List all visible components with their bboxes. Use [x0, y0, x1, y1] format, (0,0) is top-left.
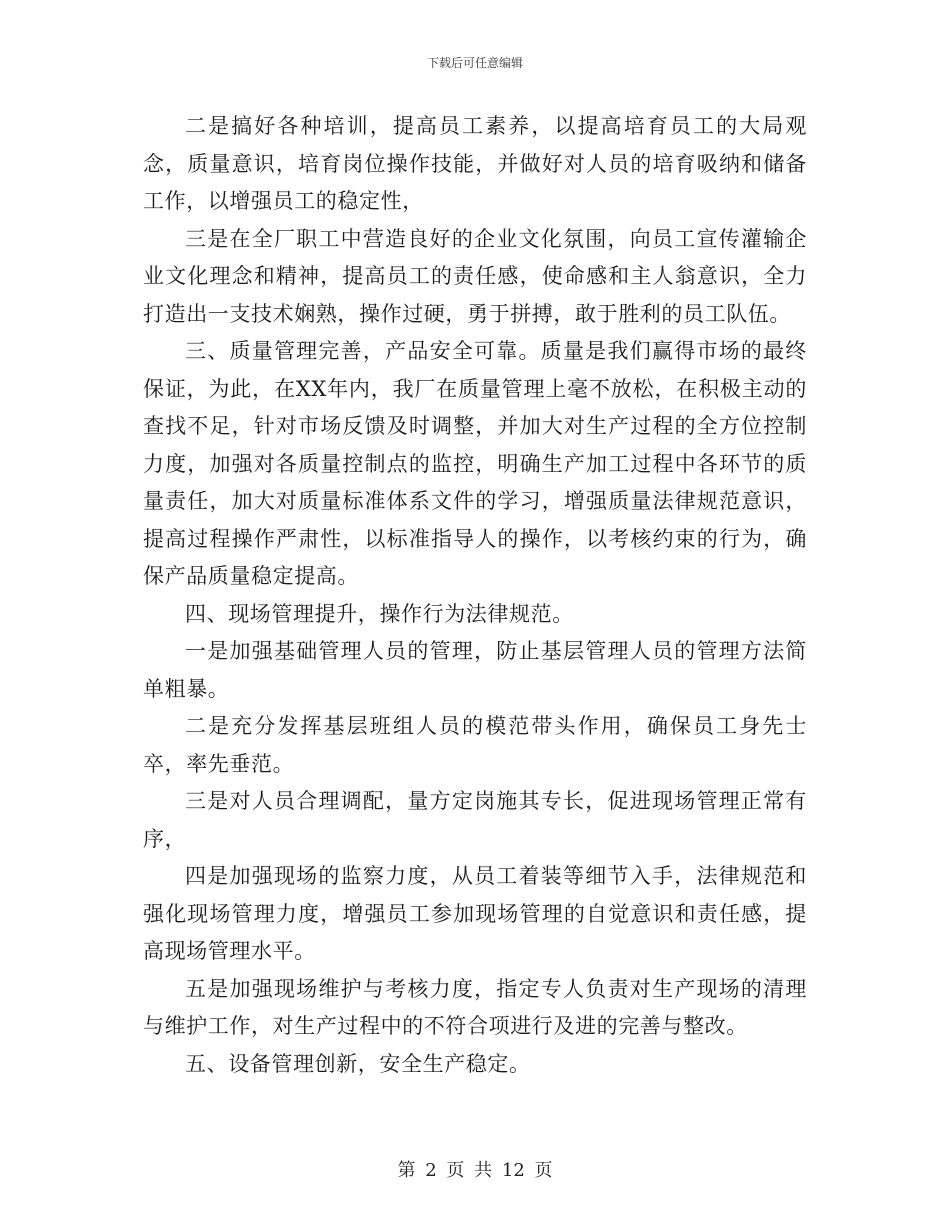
paragraph: 三、质量管理完善，产品安全可靠。质量是我们赢得市场的最终保证，为此，在XX年内，我厂在质量管理上毫不放松，在积极主动的查找不足，针对市场反馈及时调整，并加大对生产过程的全方位控制力度，加强对各质量控制点的监控，明确生产加工过程中各环节的质量责任，加大对质量标准体系文件的学习，增强质量法律规范意识，提高过程操作严肃性，以标准指导人的操作，以考核约束的行为，确保产品质量稳定提高。 [143, 339, 807, 588]
paragraph: 二是搞好各种培训，提高员工素养，以提高培育员工的大局观念，质量意识，培育岗位操作技能，并做好对人员的培育吸纳和储备工作，以增强员工的稳定性， [143, 114, 807, 213]
paragraph: 二是充分发挥基层班组人员的模范带头作用，确保员工身先士卒，率先垂范。 [143, 714, 807, 776]
page-footer [0, 1156, 950, 1182]
current-page-number: 2 [425, 1160, 437, 1181]
paragraph: 五是加强现场维护与考核力度，指定专人负责对生产现场的清理与维护工作，对生产过程中的不符合项进行及进的完善与整改。 [143, 976, 807, 1038]
footer-suffix: 页 [534, 1160, 553, 1181]
page-header: 下载后可任意编辑 [426, 56, 523, 70]
footer-prefix: 第 [397, 1160, 416, 1181]
paragraph: 一是加强基础管理人员的管理，防止基层管理人员的管理方法简单粗暴。 [143, 639, 807, 701]
paragraph: 四是加强现场的监察力度，从员工着装等细节入手，法律规范和强化现场管理力度，增强员工参加现场管理的自觉意识和责任感，提高现场管理水平。 [143, 864, 807, 963]
paragraph: 三是对人员合理调配，量方定岗施其专长，促进现场管理正常有序， [143, 789, 807, 851]
total-page-count: 12 [501, 1160, 525, 1181]
section-heading: 四、现场管理提升，操作行为法律规范。 [185, 601, 574, 626]
section-heading: 五、设备管理创新，安全生产稳定。 [185, 1051, 531, 1076]
footer-page-word: 页 [446, 1160, 465, 1181]
document-body [143, 108, 807, 1083]
paragraph: 三是在全厂职工中营造良好的企业文化氛围，向员工宣传灌输企业文化理念和精神，提高员工的责任感，使命感和主人翁意识，全力打造出一支技术娴熟，操作过硬，勇于拼搏，敢于胜利的员工队伍。 [143, 226, 807, 326]
footer-total-word: 共 [474, 1160, 493, 1181]
